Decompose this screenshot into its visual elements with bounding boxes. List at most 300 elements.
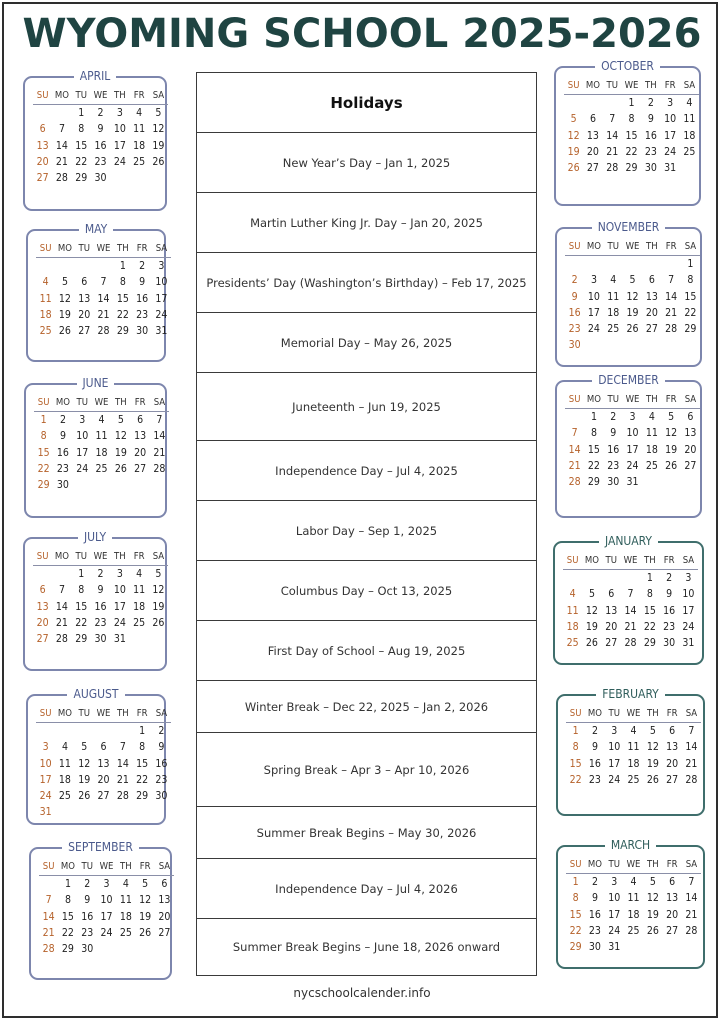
day-cell: 9 <box>97 123 104 136</box>
day-cell: 30 <box>155 789 168 802</box>
day-cell: 29 <box>684 322 697 335</box>
month-name-text: OCTOBER <box>595 59 660 73</box>
day-cell: 19 <box>585 620 598 633</box>
weekday-header: WE <box>621 553 640 570</box>
day-cell: 5 <box>649 876 656 889</box>
day-cell: 2 <box>59 414 66 427</box>
day-cell: 17 <box>664 129 677 142</box>
day-cell: 19 <box>58 308 71 321</box>
holiday-row: Columbus Day – Oct 13, 2025 <box>197 561 536 621</box>
day-cell: 30 <box>94 632 107 645</box>
month-grid <box>566 706 701 788</box>
weekday-header: WE <box>94 706 113 723</box>
month-name-text: NOVEMBER <box>592 220 666 234</box>
empty-day <box>33 566 52 582</box>
weekday-header: SA <box>680 78 699 95</box>
weekday-header: TH <box>113 706 132 723</box>
weekday-header: MO <box>585 706 604 723</box>
day-cell: 31 <box>682 636 695 649</box>
month-name <box>31 839 170 855</box>
day-cell: 18 <box>39 308 52 321</box>
empty-day <box>661 256 680 272</box>
day-cell: 7 <box>156 414 163 427</box>
day-cell: 3 <box>667 97 674 110</box>
day-cell: 29 <box>643 636 656 649</box>
day-cell: 3 <box>611 725 618 738</box>
day-cell: 15 <box>136 757 149 770</box>
day-cell: 15 <box>587 443 600 456</box>
day-cell: 11 <box>607 290 620 303</box>
day-cell: 3 <box>79 414 86 427</box>
day-cell: 28 <box>568 475 581 488</box>
day-cell: 13 <box>605 604 618 617</box>
weekday-header: TU <box>73 395 92 412</box>
day-cell: 13 <box>684 427 697 440</box>
day-cell: 11 <box>133 123 146 136</box>
day-cell: 26 <box>78 789 91 802</box>
day-cell: 9 <box>591 741 598 754</box>
day-cell: 14 <box>97 292 110 305</box>
day-cell: 1 <box>628 97 635 110</box>
weekday-header: SU <box>565 239 584 256</box>
weekday-header: SA <box>152 706 171 723</box>
weekday-header: FR <box>661 392 680 409</box>
day-cell: 11 <box>645 427 658 440</box>
month-name-text: AUGUST <box>67 687 124 701</box>
day-cell: 29 <box>61 942 74 955</box>
day-cell: 10 <box>608 892 621 905</box>
day-cell: 19 <box>567 145 580 158</box>
day-cell: 2 <box>610 411 617 424</box>
day-cell: 25 <box>133 155 146 168</box>
day-cell: 28 <box>606 161 619 174</box>
weekday-header: SU <box>39 859 58 876</box>
day-cell: 1 <box>40 414 47 427</box>
weekday-header: TU <box>72 549 91 566</box>
day-cell: 22 <box>569 773 582 786</box>
day-cell: 2 <box>97 568 104 581</box>
day-cell: 11 <box>133 584 146 597</box>
empty-day <box>33 105 52 121</box>
day-cell: 23 <box>94 155 107 168</box>
day-cell: 11 <box>627 892 640 905</box>
weekday-header: SU <box>563 553 582 570</box>
empty-day <box>55 723 74 739</box>
month-march <box>556 838 705 969</box>
day-cell: 21 <box>685 908 698 921</box>
day-cell: 1 <box>78 568 85 581</box>
day-cell: 7 <box>688 876 695 889</box>
empty-day <box>36 723 55 739</box>
day-cell: 29 <box>75 171 88 184</box>
day-cell: 12 <box>152 584 165 597</box>
day-cell: 15 <box>37 446 50 459</box>
footer-site: nycschoolcalender.info <box>293 986 431 1000</box>
day-cell: 3 <box>158 260 165 273</box>
day-cell: 11 <box>58 757 71 770</box>
day-cell: 23 <box>94 616 107 629</box>
day-cell: 6 <box>100 741 107 754</box>
day-cell: 17 <box>608 757 621 770</box>
month-april <box>23 69 167 211</box>
day-cell: 16 <box>644 129 657 142</box>
month-name <box>557 219 700 235</box>
day-cell: 13 <box>36 600 49 613</box>
day-cell: 22 <box>37 462 50 475</box>
month-grid <box>565 239 700 353</box>
day-cell: 9 <box>158 741 165 754</box>
day-cell: 2 <box>97 107 104 120</box>
day-cell: 12 <box>114 430 127 443</box>
day-cell: 9 <box>97 584 104 597</box>
day-cell: 16 <box>81 910 94 923</box>
day-cell: 17 <box>682 604 695 617</box>
day-cell: 17 <box>608 908 621 921</box>
day-cell: 1 <box>139 725 146 738</box>
day-cell: 18 <box>119 910 132 923</box>
day-cell: 14 <box>568 443 581 456</box>
day-cell: 15 <box>75 139 88 152</box>
day-cell: 10 <box>626 427 639 440</box>
day-cell: 16 <box>56 446 69 459</box>
day-cell: 20 <box>158 910 171 923</box>
month-name <box>558 837 703 853</box>
day-cell: 8 <box>628 113 635 126</box>
day-cell: 6 <box>669 725 676 738</box>
day-cell: 7 <box>119 741 126 754</box>
day-cell: 17 <box>100 910 113 923</box>
day-cell: 14 <box>42 910 55 923</box>
weekday-header: TH <box>642 392 661 409</box>
day-cell: 27 <box>78 324 91 337</box>
day-cell: 23 <box>644 145 657 158</box>
empty-day <box>55 258 74 274</box>
day-cell: 24 <box>155 308 168 321</box>
day-cell: 20 <box>36 616 49 629</box>
day-cell: 6 <box>687 411 694 424</box>
weekday-header: FR <box>662 706 681 723</box>
day-cell: 27 <box>684 459 697 472</box>
day-cell: 12 <box>665 427 678 440</box>
weekday-header: FR <box>660 78 679 95</box>
day-cell: 18 <box>607 306 620 319</box>
day-cell: 6 <box>608 588 615 601</box>
weekday-header: MO <box>583 78 602 95</box>
weekday-header: TU <box>605 706 624 723</box>
day-cell: 6 <box>161 878 168 891</box>
day-cell: 10 <box>76 430 89 443</box>
holidays-header: Holidays <box>197 73 536 133</box>
weekday-header: TH <box>643 706 662 723</box>
empty-day <box>565 409 584 425</box>
weekday-header: MO <box>582 553 601 570</box>
day-cell: 1 <box>590 411 597 424</box>
day-cell: 14 <box>685 741 698 754</box>
day-cell: 18 <box>133 600 146 613</box>
day-cell: 3 <box>116 568 123 581</box>
weekday-header: TU <box>605 857 624 874</box>
day-cell: 27 <box>134 462 147 475</box>
weekday-header: SA <box>679 553 698 570</box>
day-cell: 23 <box>588 924 601 937</box>
day-cell: 18 <box>58 773 71 786</box>
day-cell: 10 <box>39 757 52 770</box>
day-cell: 24 <box>664 145 677 158</box>
day-cell: 29 <box>625 161 638 174</box>
empty-day <box>52 566 71 582</box>
day-cell: 14 <box>153 430 166 443</box>
empty-day <box>584 256 603 272</box>
weekday-header: WE <box>94 241 113 258</box>
day-cell: 25 <box>627 924 640 937</box>
day-cell: 26 <box>646 773 659 786</box>
month-november <box>555 220 702 367</box>
weekday-header: TU <box>604 392 623 409</box>
day-cell: 21 <box>42 926 55 939</box>
day-cell: 21 <box>97 308 110 321</box>
empty-day <box>564 95 583 111</box>
holiday-row: New Year’s Day – Jan 1, 2025 <box>197 133 536 193</box>
day-cell: 24 <box>587 322 600 335</box>
weekday-header: FR <box>129 88 148 105</box>
day-cell: 7 <box>688 725 695 738</box>
day-cell: 1 <box>572 876 579 889</box>
day-cell: 16 <box>568 306 581 319</box>
month-name-text: DECEMBER <box>592 373 665 387</box>
day-cell: 20 <box>78 308 91 321</box>
day-cell: 8 <box>64 894 71 907</box>
day-cell: 14 <box>55 139 68 152</box>
month-name-text: MAY <box>79 222 113 236</box>
weekday-header: SA <box>682 706 701 723</box>
month-name-text: MARCH <box>605 838 656 852</box>
day-cell: 12 <box>646 741 659 754</box>
day-cell: 11 <box>95 430 108 443</box>
empty-day <box>623 256 642 272</box>
day-cell: 8 <box>590 427 597 440</box>
weekday-header: FR <box>135 859 154 876</box>
day-cell: 7 <box>58 123 65 136</box>
day-cell: 2 <box>84 878 91 891</box>
weekday-header: SA <box>150 395 169 412</box>
day-cell: 14 <box>606 129 619 142</box>
weekday-header: TH <box>641 78 660 95</box>
day-cell: 27 <box>36 171 49 184</box>
day-cell: 19 <box>626 306 639 319</box>
weekday-header: WE <box>97 859 116 876</box>
day-cell: 19 <box>139 910 152 923</box>
day-cell: 21 <box>116 773 129 786</box>
holidays-table <box>196 72 537 976</box>
day-cell: 27 <box>605 636 618 649</box>
day-cell: 13 <box>78 292 91 305</box>
day-cell: 30 <box>56 478 69 491</box>
empty-day <box>52 105 71 121</box>
day-cell: 20 <box>666 908 679 921</box>
day-cell: 10 <box>682 588 695 601</box>
day-cell: 1 <box>646 572 653 585</box>
day-cell: 3 <box>590 274 597 287</box>
day-cell: 17 <box>113 139 126 152</box>
day-cell: 19 <box>78 773 91 786</box>
day-cell: 20 <box>36 155 49 168</box>
day-cell: 31 <box>113 632 126 645</box>
day-cell: 25 <box>645 459 658 472</box>
day-cell: 25 <box>627 773 640 786</box>
empty-day <box>94 258 113 274</box>
day-cell: 28 <box>55 171 68 184</box>
day-cell: 30 <box>568 339 581 352</box>
day-cell: 5 <box>142 878 149 891</box>
day-cell: 25 <box>58 789 71 802</box>
weekday-header: MO <box>52 549 71 566</box>
day-cell: 7 <box>45 894 52 907</box>
weekday-header: SA <box>152 241 171 258</box>
empty-day <box>75 258 94 274</box>
month-grid <box>566 857 701 955</box>
day-cell: 28 <box>665 322 678 335</box>
empty-day <box>602 570 621 586</box>
weekday-header: FR <box>659 553 678 570</box>
weekday-header: MO <box>52 88 71 105</box>
empty-day <box>113 723 132 739</box>
weekday-header: MO <box>55 706 74 723</box>
empty-day <box>642 256 661 272</box>
day-cell: 22 <box>569 924 582 937</box>
day-cell: 28 <box>624 636 637 649</box>
day-cell: 8 <box>78 123 85 136</box>
day-cell: 3 <box>629 411 636 424</box>
holiday-row: Independence Day – Jul 4, 2025 <box>197 441 536 501</box>
day-cell: 30 <box>136 324 149 337</box>
month-name-text: JUNE <box>77 376 115 390</box>
day-cell: 13 <box>666 892 679 905</box>
weekday-header: SU <box>566 857 585 874</box>
day-cell: 26 <box>152 155 165 168</box>
day-cell: 12 <box>646 892 659 905</box>
day-cell: 16 <box>588 757 601 770</box>
day-cell: 22 <box>116 308 129 321</box>
day-cell: 8 <box>687 274 694 287</box>
day-cell: 27 <box>666 924 679 937</box>
weekday-header: SU <box>33 549 52 566</box>
day-cell: 5 <box>668 411 675 424</box>
day-cell: 2 <box>158 725 165 738</box>
day-cell: 4 <box>61 741 68 754</box>
day-cell: 21 <box>606 145 619 158</box>
month-grid <box>36 706 171 820</box>
empty-day <box>582 570 601 586</box>
empty-day <box>583 95 602 111</box>
day-cell: 6 <box>39 584 46 597</box>
weekday-header: MO <box>58 859 77 876</box>
day-cell: 4 <box>610 274 617 287</box>
day-cell: 27 <box>36 632 49 645</box>
day-cell: 7 <box>627 588 634 601</box>
day-cell: 16 <box>663 604 676 617</box>
weekday-header: TU <box>602 553 621 570</box>
weekday-header: WE <box>91 88 110 105</box>
day-cell: 22 <box>136 773 149 786</box>
day-cell: 24 <box>113 155 126 168</box>
day-cell: 7 <box>100 276 107 289</box>
day-cell: 12 <box>585 604 598 617</box>
day-cell: 27 <box>645 322 658 335</box>
weekday-header: SA <box>681 239 700 256</box>
day-cell: 22 <box>684 306 697 319</box>
day-cell: 9 <box>571 290 578 303</box>
month-name-text: FEBRUARY <box>596 687 665 701</box>
day-cell: 9 <box>139 276 146 289</box>
day-cell: 31 <box>664 161 677 174</box>
day-cell: 2 <box>666 572 673 585</box>
day-cell: 15 <box>116 292 129 305</box>
day-cell: 12 <box>139 894 152 907</box>
day-cell: 28 <box>685 924 698 937</box>
holiday-row: Independence Day – Jul 4, 2026 <box>197 859 536 919</box>
weekday-header: SU <box>564 78 583 95</box>
day-cell: 1 <box>78 107 85 120</box>
day-cell: 24 <box>608 773 621 786</box>
month-august <box>26 687 168 825</box>
month-grid <box>34 395 169 493</box>
day-cell: 29 <box>37 478 50 491</box>
day-cell: 29 <box>136 789 149 802</box>
weekday-header: FR <box>661 239 680 256</box>
day-cell: 28 <box>42 942 55 955</box>
month-name <box>25 68 165 84</box>
day-cell: 15 <box>684 290 697 303</box>
weekday-header: TH <box>640 553 659 570</box>
day-cell: 20 <box>684 443 697 456</box>
day-cell: 17 <box>113 600 126 613</box>
day-cell: 18 <box>627 757 640 770</box>
weekday-header: TU <box>75 706 94 723</box>
day-cell: 5 <box>81 741 88 754</box>
weekday-header: WE <box>91 549 110 566</box>
day-cell: 20 <box>97 773 110 786</box>
day-cell: 2 <box>647 97 654 110</box>
weekday-header: FR <box>132 706 151 723</box>
month-name-text: SEPTEMBER <box>62 840 139 854</box>
empty-day <box>75 723 94 739</box>
holiday-row: Summer Break Begins – June 18, 2026 onward <box>232 940 501 954</box>
day-cell: 5 <box>570 113 577 126</box>
day-cell: 3 <box>42 741 49 754</box>
empty-day <box>621 570 640 586</box>
day-cell: 4 <box>136 568 143 581</box>
day-cell: 19 <box>152 139 165 152</box>
day-cell: 31 <box>626 475 639 488</box>
day-cell: 4 <box>686 97 693 110</box>
weekday-header: WE <box>623 392 642 409</box>
weekday-header: MO <box>584 392 603 409</box>
day-cell: 8 <box>139 741 146 754</box>
day-cell: 16 <box>607 443 620 456</box>
month-name <box>557 372 700 388</box>
day-cell: 29 <box>587 475 600 488</box>
day-cell: 18 <box>645 443 658 456</box>
month-name <box>25 529 165 545</box>
month-january <box>553 534 704 665</box>
day-cell: 19 <box>646 757 659 770</box>
day-cell: 21 <box>665 306 678 319</box>
day-cell: 24 <box>76 462 89 475</box>
day-cell: 13 <box>645 290 658 303</box>
day-cell: 2 <box>591 725 598 738</box>
day-cell: 4 <box>122 878 129 891</box>
empty-day <box>565 256 584 272</box>
